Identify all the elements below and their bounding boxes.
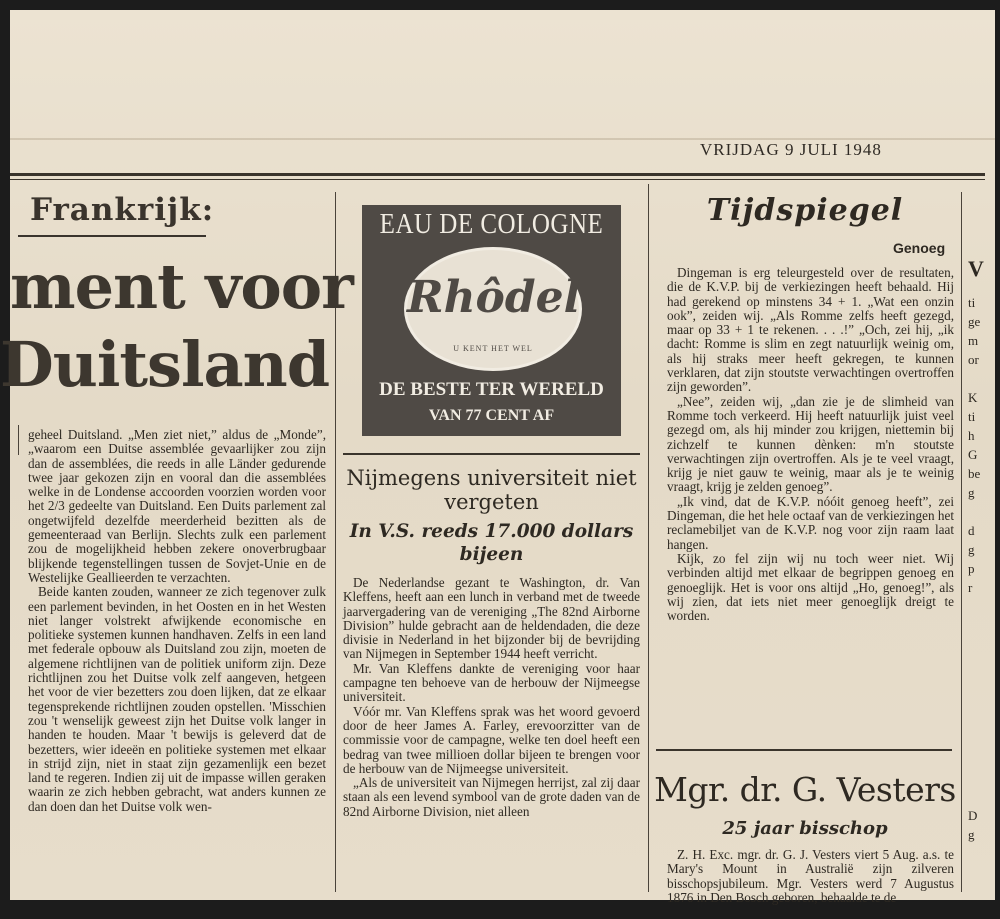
edge-text-fragments [968, 296, 980, 847]
article-body-vesters [667, 847, 954, 905]
paragraph: De Nederlandse gezant te Washington, dr. Van Kleffens, heeft aan een lunch in verband met de tweede jaarvergadering van de vereniging „The 82nd Airborne Division” hulde gebracht aan de heldendaden, die deze divisie in Nederland in het bijzonder bij de bevrijding van Nijmegen in September 1944 heeft verricht. [343, 575, 640, 662]
paragraph: Vóór mr. Van Kleffens sprak was het woord gevoerd door de heer James A. Farley, erevoorzitter van de commissie voor de campagne, welke ten doel heeft een bedrag van twee millioen dollar bijeen te brengen voor de herbouw van de Nijmeegse universiteit. [343, 703, 640, 776]
edge-line: be [968, 466, 981, 481]
edge-line: ge [968, 314, 981, 329]
edge-line: g [968, 485, 975, 500]
paragraph: „Nee”, zeiden wij, „dan zie je de slimheid van Romme toch verkeerd. Hij heeft natuurlijk juist veel gezegd om, als hij minder zou krijgen, niettemin bij zichzelf te kunnen dènken: m'n stoutste verwachtingen zijn overtroffen. Als je te veel vraagt, krijg je niet gauw te weinig, maar als je te weinig vraagt, krijg je zelden genoeg”. [667, 393, 954, 495]
edge-line: p [968, 561, 975, 576]
article-kicker: Frankrijk: [30, 192, 215, 228]
edge-line: D [968, 808, 978, 823]
edge-line [968, 714, 980, 733]
edge-line [968, 600, 980, 619]
edge-line: m [968, 333, 979, 348]
paragraph: Dingeman is erg teleurgesteld over de resultaten, die de K.V.P. bij de verkiezingen heeft behaald. Hij had gerekend op minstens 34 + 1. „Wat een onzin ook”, zeiden wij. „Als Romme zelfs heeft gezegd, maar op 33 + 1 te rekenen. . . .!” „Och, zei hij, „ik dacht: Romme is slim en zegt natuurlijk weinig om, als hij straks meer heeft gekregen, te kunnen verklaren, dat zijn stoutste verwachtingen overtroffen zijn geworden”. [667, 265, 954, 395]
article-subhead-nijmegen: In V.S. reeds 17.000 dollars bijeen [349, 521, 634, 565]
edge-line [968, 619, 980, 638]
edge-headline-fragment: V [968, 256, 984, 281]
edge-line [968, 676, 980, 695]
column-divider [961, 192, 962, 892]
edge-line [968, 505, 980, 524]
ad-slogan: DE BESTE TER WERELD [379, 379, 604, 400]
edge-line: K [968, 390, 978, 405]
paragraph: geheel Duitsland. „Men ziet niet,” aldus de „Monde”, „waarom een Duitse assemblée gevaarlijker zou zijn dan de assemblées, die reeds in alle Länder gedurende twee jaar gekozen zijn en vooral dan die assemblées welke in de Londense accoorden voorzien worden voor het 2/3 gedeelte van Duitsland. Een Duits parlement zal ongetwijfeld dezelfde meerderheid bezitten als de gemeenteraad van Berlijn. Slechts zulk een parlement zou de mogelijkheid hebben zekere onoverbrugbaar blijkende tegenstellingen tussen de Sovjet-Unie en de Westelijke Geallieerden te verzachten. [28, 427, 326, 585]
ad-brand-logo: Rhôdel [407, 272, 581, 323]
headline-line-2: Duitsland [0, 328, 330, 401]
edge-line: g [968, 542, 975, 557]
section-rule [656, 749, 952, 751]
paragraph: Z. H. Exc. mgr. dr. G. J. Vesters viert 5 Aug. a.s. te Mary's Mount in Australië zijn zilveren bisschopsjubileum. Mgr. Vesters werd 7 Augustus 1876 in Den Bosch geboren, behaalde te de [667, 847, 954, 905]
column-title-tijdspiegel: Tijdspiegel [706, 193, 904, 228]
paragraph: „Als de universiteit van Nijmegen herrijst, zal zij daar staan als een levend symbool van de grote daden van de 82nd Airborne Division, niet alleen [343, 775, 640, 819]
article-headline-nijmegen: Nijmegens universiteit niet vergeten [346, 466, 637, 514]
kicker-underline [18, 235, 206, 237]
masthead-date: VRIJDAG 9 JULI 1948 [700, 140, 882, 159]
edge-line [968, 695, 980, 714]
edge-line [968, 638, 980, 657]
edge-line: ti [968, 409, 976, 424]
edge-line [968, 657, 980, 676]
advertisement-rhodel [362, 205, 621, 436]
masthead-rule [10, 173, 985, 176]
edge-line: g [968, 827, 975, 842]
edge-line [968, 733, 980, 752]
masthead-rule-thin [10, 179, 985, 180]
ad-logo-oval [404, 247, 582, 371]
edge-line [968, 790, 980, 809]
edge-line [968, 372, 980, 391]
edge-line [968, 771, 980, 790]
ad-price: VAN 77 CENT AF [428, 407, 555, 424]
paragraph: Kijk, zo fel zijn wij nu toch weer niet. Wij verbinden altijd met elkaar de begrippen genoeg en genoeglijk. Het is voor ons altijd „Ho, genoeg!”, als wij zien, dat iets niet meer genoeglijk dreigt te worden. [667, 550, 954, 624]
ad-headline: EAU DE COLOGNE [379, 208, 604, 240]
paragraph: „Ik vind, dat de K.V.P. nóóit genoeg heeft”, zei Dingeman, die het hele octaaf van de verkiezingen het reclamebiljet van de K.V.P. nog voor zijn raam laat hangen. [667, 493, 954, 552]
section-rule [343, 453, 640, 455]
edge-line: ti [968, 295, 976, 310]
edge-line [968, 752, 980, 771]
edge-line: G [968, 447, 978, 462]
headline-line-1: ment voor [10, 250, 353, 323]
ad-tagline: U KENT HET WEL [453, 344, 533, 353]
edge-line: h [968, 428, 975, 443]
column-subtitle: Genoeg [893, 240, 946, 256]
edge-line: r [968, 580, 973, 595]
article-body-tijdspiegel [667, 266, 954, 738]
article-headline-vesters: Mgr. dr. G. Vesters [654, 770, 956, 809]
edge-line: d [968, 523, 975, 538]
paragraph: Beide kanten zouden, wanneer ze zich tegenover zulk een parlement bevinden, in het Oosten en in het Westen niet langer volstrekt afwijkende economische en politieke systemen kunnen handhaven. Zelfs in een land met federale opbouw als Duitsland zou zijn, moeten de algemene richtlijnen van de politiek uniform zijn. Deze richtlijnen zou het Duitse volk zelf aangeven, hetgeen het voor de vier bezetters zou doen lijken, dat ze elkaar tegensprekende richtlijnen zouden opstellen. 'Misschien zou 't wenselijk geweest zijn het Duitse volk langer in handen te houden. Maar 't bewijs is geleverd dat de bezetters, wier ideeën en politieke systemen met elkaar in strijd zijn, niet in staat zijn gezamenlijk een bezet land te regeren. Indien zij uit de impasse willen geraken waarin ze zich hebben gebracht, wat anders kunnen ze dan doen dan het Duitse volk wen- [28, 584, 326, 814]
article-body-frankrijk [28, 428, 326, 890]
article-body-nijmegen [343, 576, 640, 890]
column-edge-mark [18, 425, 19, 455]
column-divider [648, 184, 649, 892]
paragraph: Mr. Van Kleffens dankte de vereniging voor haar campagne ten behoeve van de herbouw der Nijmeegse universiteit. [343, 660, 640, 705]
article-subhead-vesters: 25 jaar bisschop [722, 818, 888, 839]
edge-line: or [968, 352, 979, 367]
